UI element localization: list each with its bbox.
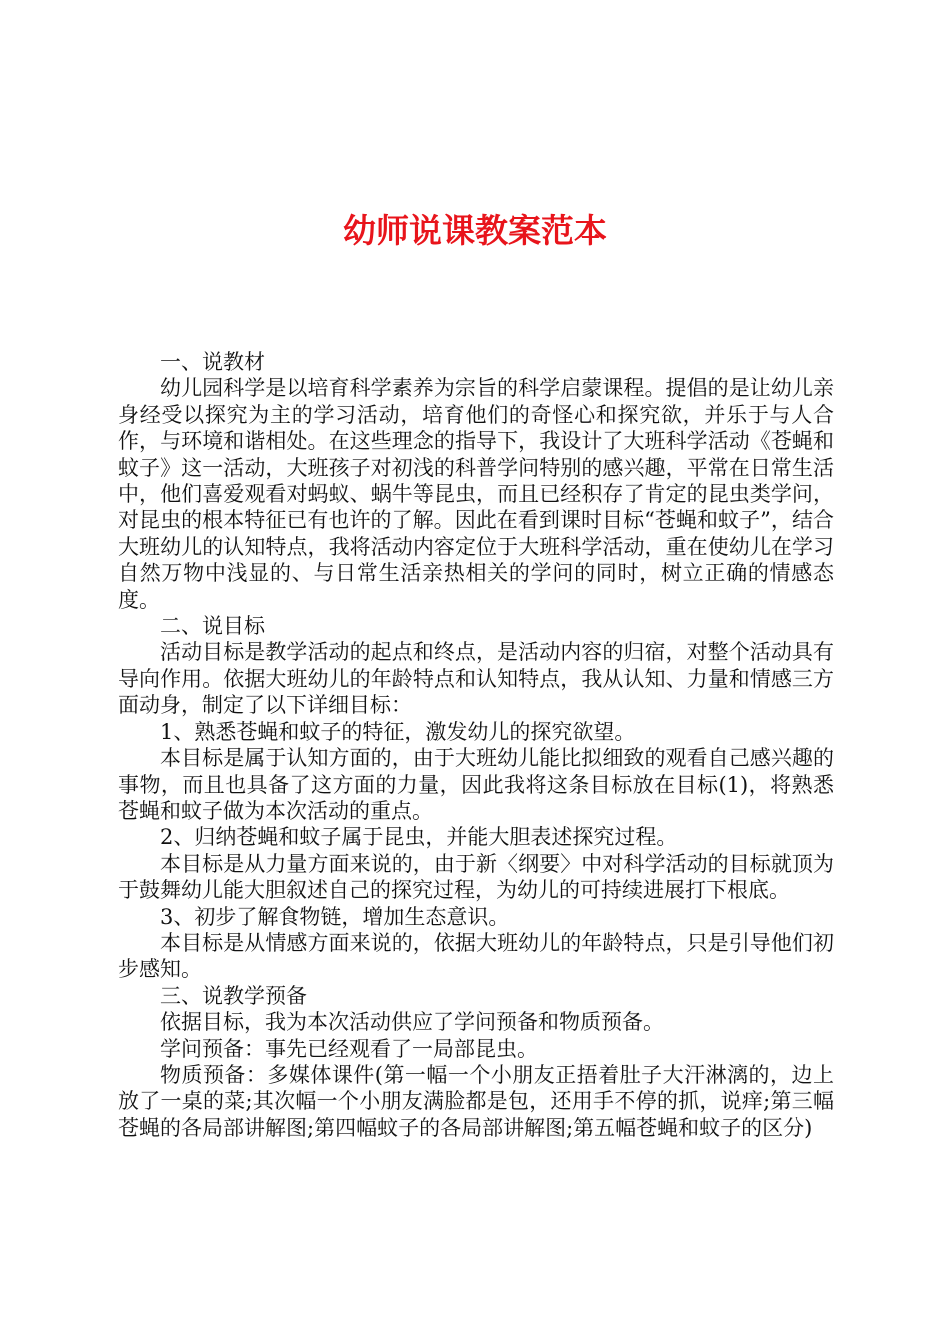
paragraph-knowledge-preparation: 学问预备：事先已经观看了一局部昆虫。 (160, 1036, 538, 1061)
paragraph-goal-1-explanation: 本目标是属于认知方面的，由于大班幼儿能比拟细致的观看自己感兴趣的事物，而且也具备了这方面的力量，因此我将这条目标放在目标(1)，将熟悉苍蝇和蚊子做为本次活动的重点。 (118, 746, 834, 823)
document-body (118, 349, 834, 1141)
paragraph-goals-intro: 活动目标是教学活动的起点和终点，是活动内容的归宿，对整个活动具有导向作用。依据大班幼儿的年龄特点和认知特点，我从认知、力量和情感三方面动身，制定了以下详细目标： (118, 640, 834, 718)
document-title: 幼师说课教案范本 (343, 211, 607, 250)
goal-item-3: 3、初步了解食物链，增加生态意识。 (160, 904, 510, 929)
paragraph-goal-3-explanation: 本目标是从情感方面来说的，依据大班幼儿的年龄特点，只是引导他们初步感知。 (118, 930, 834, 982)
paragraph-material-preparation: 物质预备：多媒体课件(第一幅一个小朋友正捂着肚子大汗淋漓的，边上放了一桌的菜;其次幅一个小朋友满脸都是包，还用手不停的抓，说痒;第三幅苍蝇的各局部讲解图;第四幅蚊子的各局部讲解图;第五幅苍蝇和蚊子的区分) (118, 1062, 834, 1140)
paragraph-goal-2-explanation: 本目标是从力量方面来说的，由于新〈纲要〉中对科学活动的目标就顶为于鼓舞幼儿能大胆叙述自己的探究过程，为幼儿的可持续进展打下根底。 (118, 851, 834, 903)
section-heading-teaching-material: 一、说教材 (160, 350, 265, 374)
goal-item-2: 2、归纳苍蝇和蚊子属于昆虫，并能大胆表述探究过程。 (160, 825, 678, 850)
paragraph-preparation-intro: 依据目标，我为本次活动供应了学问预备和物质预备。 (160, 1010, 664, 1035)
section-heading-goals: 二、说目标 (160, 614, 265, 639)
goal-item-1: 1、熟悉苍蝇和蚊子的特征，激发幼儿的探究欲望。 (160, 719, 636, 744)
paragraph-teaching-material: 幼儿园科学是以培育科学素养为宗旨的科学启蒙课程。提倡的是让幼儿亲身经受以探究为主的学习活动，培育他们的奇怪心和探究欲，并乐于与人合作，与环境和谐相处。在这些理念的指导下，我设计了大班科学活动《苍蝇和蚊子》这一活动，大班孩子对初浅的科普学问特别的感兴趣，平常在日常生活中，他们喜爱观看对蚂蚁、蜗牛等昆虫，而且已经积存了肯定的昆虫类学问，对昆虫的根本特征已有也许的了解。因此在看到课时目标“苍蝇和蚊子”，结合大班幼儿的认知特点，我将活动内容定位于大班科学活动，重在使幼儿在学习自然万物中浅显的、与日常生活亲热相关的学问的同时，树立正确的情感态度。 (118, 376, 834, 612)
section-heading-preparation: 三、说教学预备 (160, 983, 307, 1008)
